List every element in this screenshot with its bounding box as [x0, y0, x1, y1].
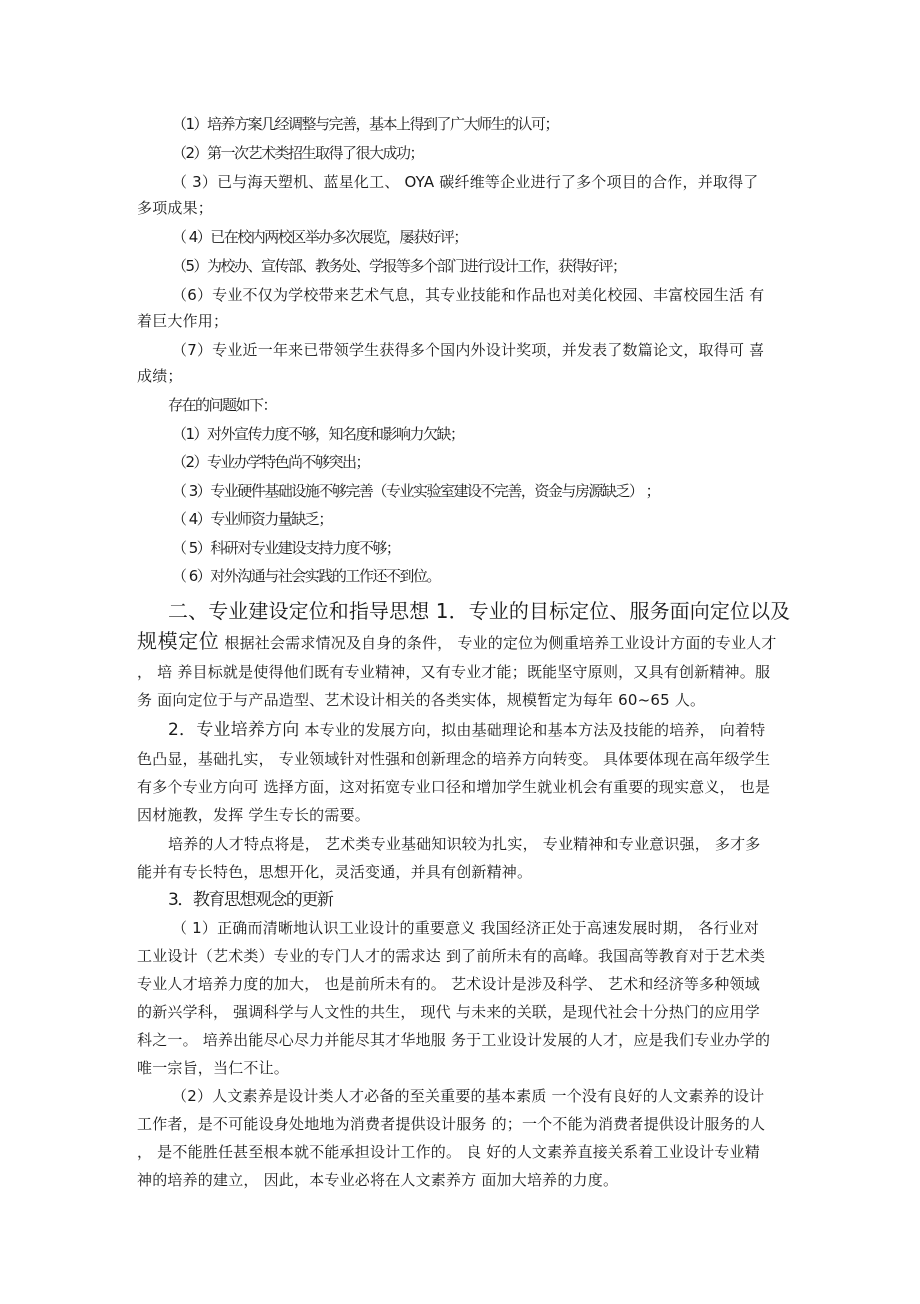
problem-item-6: （ 6）对外沟通与社会实践的工作还不到位。: [172, 567, 440, 585]
achievement-item-6-cont: 着巨大作用；: [137, 312, 229, 330]
achievement-item-6: （6）专业不仅为学校带来艺术气息，其专业技能和作品也对美化校园、丰富校园生活 有: [172, 286, 765, 304]
achievement-item-3: （ 3）已与海天塑机、蓝星化工、 OYA 碳纤维等企业进行了多个项目的合作，并取得了: [172, 173, 759, 191]
achievement-item-1: （1）培养方案几经调整与完善，基本上得到了广大师生的认可；: [172, 115, 559, 133]
education-p1-line-2: 工业设计（艺术类）专业的专门人才的需求达 到了前所未有的高峰。我国高等教育对于艺术类: [137, 947, 766, 965]
education-p1-line-6: 唯一宗旨，当仁不让。: [137, 1059, 290, 1077]
education-p2-line-4: 神的培养的建立， 因此，本专业必将在人文素养方 面加大培养的力度。: [137, 1171, 619, 1189]
problem-item-2: （2）专业办学特色尚不够突出；: [172, 453, 370, 471]
direction-line-3: 有多个专业方向可 选择方面，这对拓宽专业口径和增加学生就业机会有重要的现实意义， 也是: [137, 778, 771, 796]
section-2-heading: 二、专业建设定位和指导思想 1．专业的目标定位、服务面向定位以及: [168, 599, 791, 623]
positioning-line-3: ， 培 养目标就是使得他们既有专业精神，又有专业才能；既能坚守原则，又具有创新精神。服: [137, 663, 771, 681]
achievement-item-5: （5）为校办、宣传部、教务处、学报等多个部门进行设计工作，获得好评；: [172, 257, 626, 275]
problem-item-5: （ 5）科研对专业建设支持力度不够；: [172, 539, 400, 557]
education-heading: 3．教育思想观念的更新: [168, 890, 333, 910]
education-p1-line-4: 的新兴学科， 强调科学与人文性的共生， 现代 与未来的关联，是现代社会十分热门的应用学: [137, 1003, 760, 1021]
education-p2-line-1: （2）人文素养是设计类人才必备的至关重要的基本素质 一个没有良好的人文素养的设计: [172, 1087, 765, 1105]
problem-item-1: （1）对外宣传力度不够，知名度和影响力欠缺；: [172, 425, 464, 443]
achievement-item-4: （ 4）已在校内两校区举办多次展览，屡获好评；: [172, 228, 467, 246]
direction-heading: 2．专业培养方向: [168, 720, 300, 740]
positioning-text: 根据社会需求情况及自身的条件， 专业的定位为侧重培养工业设计方面的专业人才: [219, 634, 777, 652]
education-p2-line-3: ， 是不能胜任甚至根本就不能承担设计工作的。 良 好的人文素养直接关系着工业设计专业精: [137, 1143, 760, 1161]
achievement-item-7: （7）专业近一年来已带领学生获得多个国内外设计奖项，并发表了数篇论文，取得可 喜: [172, 341, 765, 359]
problem-item-4: （ 4）专业师资力量缺乏；: [172, 510, 332, 528]
direction-line-1: [168, 719, 780, 741]
achievement-item-3-cont: 多项成果；: [137, 199, 214, 217]
direction-text: 本专业的发展方向，拟由基础理论和基本方法及技能的培养， 向着特: [299, 721, 766, 739]
education-p1-line-1: （ 1）正确而清晰地认识工业设计的重要意义 我国经济正处于高速发展时期， 各行业对: [172, 919, 760, 937]
talent-line-1: 培养的人才特点将是， 艺术类专业基础知识较为扎实， 专业精神和专业意识强， 多才多: [168, 835, 761, 853]
section-2-line-2: [137, 628, 787, 656]
achievement-item-7-cont: 成绩；: [137, 367, 183, 385]
positioning-heading-cont: 规模定位: [137, 629, 220, 653]
education-p1-line-5: 科之一。 培养出能尽心尽力并能尽其才华地服 务于工业设计发展的人才，应是我们专业办学的: [137, 1031, 771, 1049]
problems-heading: 存在的问题如下：: [168, 396, 277, 414]
positioning-line-4: 务 面向定位于与产品造型、艺术设计相关的各类实体，规模暂定为每年 60~65 人。: [137, 691, 706, 709]
direction-line-2: 色凸显，基础扎实， 专业领域针对性强和创新理念的培养方向转变。 具体要体现在高年级学生: [137, 750, 771, 768]
talent-line-2: 能并有专长特色，思想开化，灵活变通，并具有创新精神。: [137, 863, 533, 881]
education-p1-line-3: 专业人才培养力度的加大， 也是前所未有的。 艺术设计是涉及科学、 艺术和经济等多种领域: [137, 975, 760, 993]
education-p2-line-2: 工作者，是不可能设身处地地为消费者提供设计服务 的；一个不能为消费者提供设计服务的人: [137, 1115, 766, 1133]
direction-line-4: 因材施教，发挥 学生专长的需要。: [137, 806, 370, 824]
problem-item-3: （ 3）专业硬件基础设施不够完善（专业实验室建设不完善，资金与房源缺乏） ；: [172, 482, 660, 500]
achievement-item-2: （2）第一次艺术类招生取得了很大成功；: [172, 144, 424, 162]
